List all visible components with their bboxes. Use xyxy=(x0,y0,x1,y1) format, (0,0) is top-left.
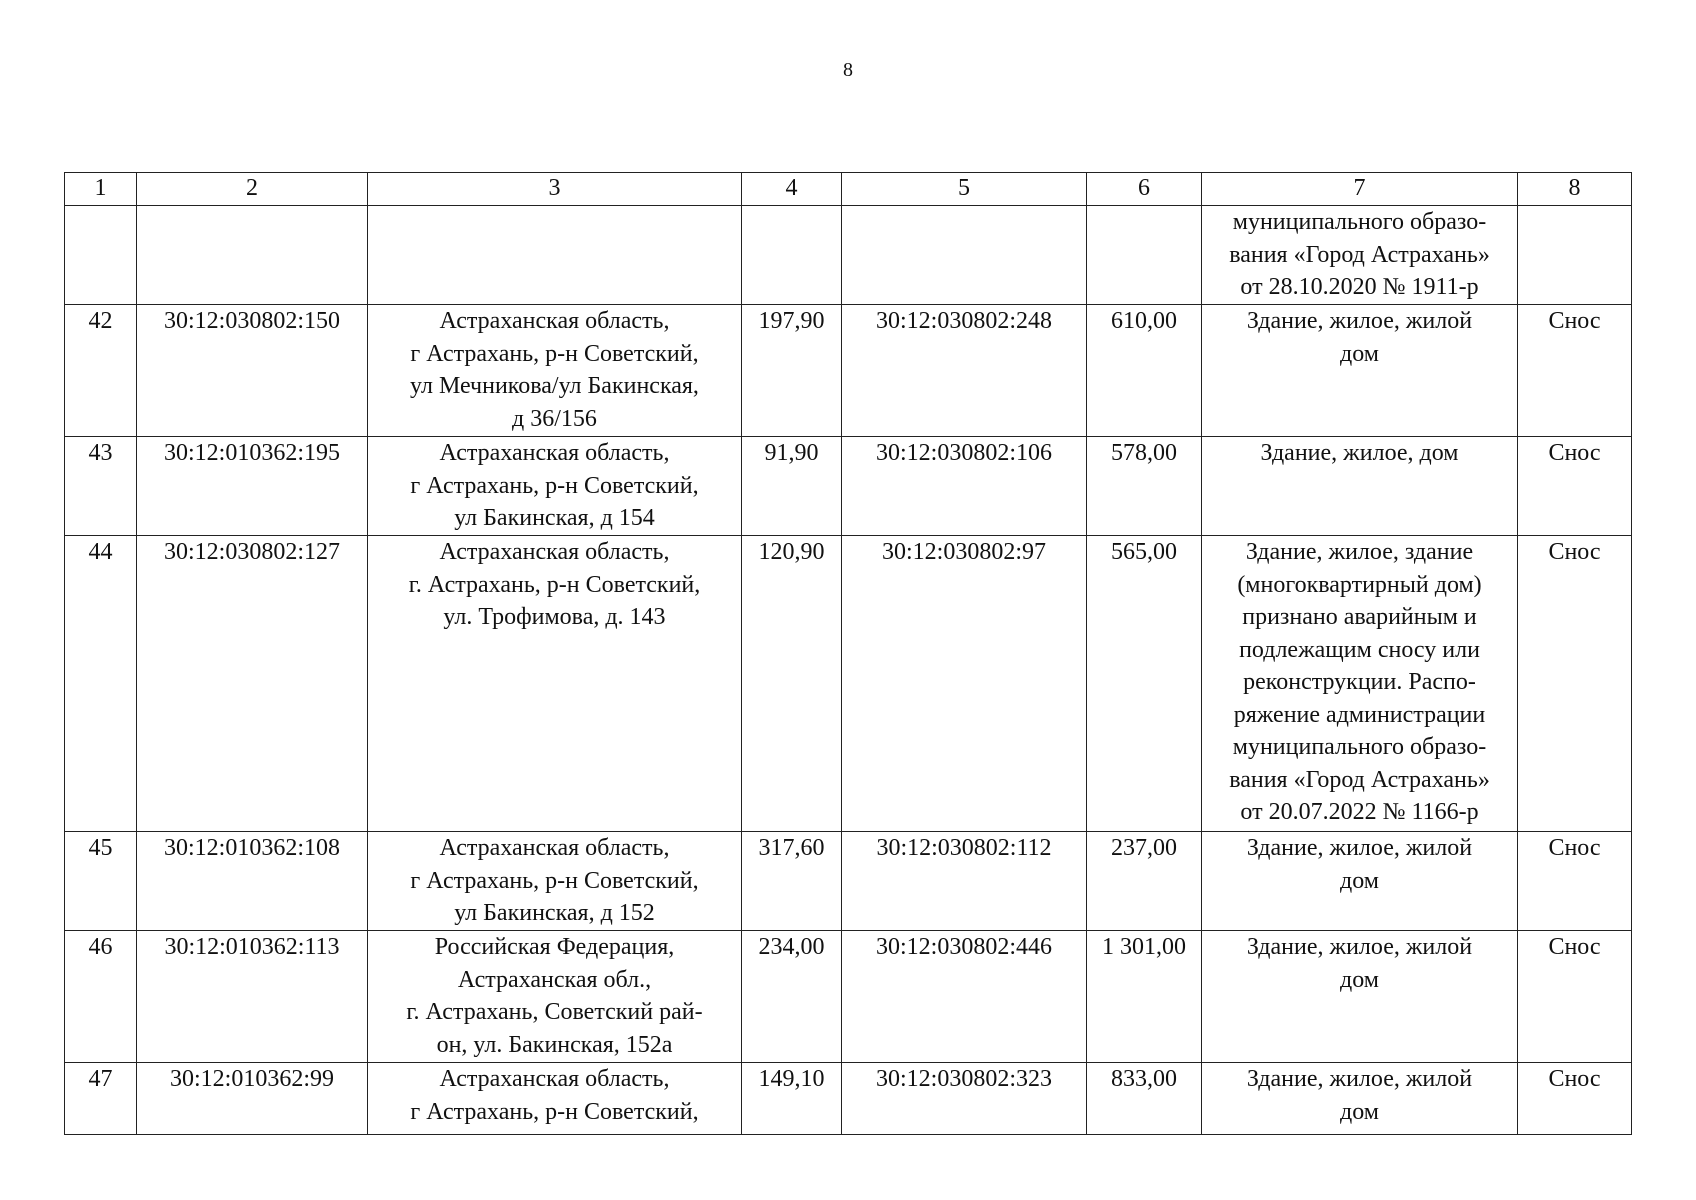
cell-land-cadastral-number: 30:12:030802:97 xyxy=(842,536,1087,832)
cell-land-cadastral-number: 30:12:030802:323 xyxy=(842,1063,1087,1135)
header-cell-5: 5 xyxy=(842,173,1087,206)
cell-description-line: вания «Город Астрахань» xyxy=(1229,766,1490,793)
page-number: 8 xyxy=(843,59,853,81)
cell-action: Снос xyxy=(1518,437,1632,536)
cell-land-area xyxy=(1087,206,1202,305)
table-row xyxy=(65,931,1632,1063)
table-row xyxy=(65,305,1632,437)
cell-land-area: 578,00 xyxy=(1087,437,1202,536)
cell-description-line: дом xyxy=(1340,340,1379,367)
cell-description xyxy=(1202,1063,1518,1135)
header-cell-2: 2 xyxy=(137,173,368,206)
cell-description xyxy=(1202,437,1518,536)
cell-description-line: Здание, жилое, дом xyxy=(1260,440,1459,466)
cell-area: 120,90 xyxy=(742,536,842,832)
cell-cadastral-number: 30:12:010362:108 xyxy=(137,832,368,931)
cell-address xyxy=(368,832,742,931)
cell-address xyxy=(368,305,742,437)
header-row xyxy=(65,173,1632,206)
cell-number: 46 xyxy=(65,931,137,1063)
cell-description-line: ряжение администрации xyxy=(1233,701,1486,728)
cell-address-line: он, ул. Бакинская, 152а xyxy=(436,1031,673,1058)
header-cell-1: 1 xyxy=(65,173,137,206)
table-row xyxy=(65,206,1632,305)
table-row xyxy=(65,832,1632,931)
cell-description-line: дом xyxy=(1340,1098,1379,1125)
cell-number: 45 xyxy=(65,832,137,931)
cell-description xyxy=(1202,305,1518,437)
cell-action: Снос xyxy=(1518,832,1632,931)
cell-description-line: дом xyxy=(1340,966,1379,993)
cell-land-area: 610,00 xyxy=(1087,305,1202,437)
cell-description-line: Здание, жилое, жилой xyxy=(1246,308,1473,334)
cell-land-cadastral-number: 30:12:030802:106 xyxy=(842,437,1087,536)
cell-description xyxy=(1202,536,1518,832)
cell-description xyxy=(1202,832,1518,931)
cell-area xyxy=(742,206,842,305)
cell-description-line: дом xyxy=(1340,867,1379,894)
header-cell-7: 7 xyxy=(1202,173,1518,206)
cell-address-line: Астраханская область, xyxy=(439,835,670,861)
cell-address-line: д 36/156 xyxy=(512,405,597,432)
cell-description-line: муниципального образо- xyxy=(1232,734,1487,760)
cell-cadastral-number: 30:12:010362:113 xyxy=(137,931,368,1063)
cell-description-line: Здание, жилое, жилой xyxy=(1246,1066,1473,1092)
cell-description-line: вания «Город Астрахань» xyxy=(1229,241,1490,268)
cell-number: 44 xyxy=(65,536,137,832)
cell-address xyxy=(368,536,742,832)
cell-description-line: Здание, жилое, здание xyxy=(1245,539,1474,565)
cell-address-line: Астраханская обл., xyxy=(457,966,652,993)
cell-land-cadastral-number: 30:12:030802:248 xyxy=(842,305,1087,437)
cell-action: Снос xyxy=(1518,305,1632,437)
cell-address-line: г Астрахань, р-н Советский, xyxy=(410,472,699,499)
cell-address xyxy=(368,1063,742,1135)
table-row xyxy=(65,536,1632,832)
cell-area: 317,60 xyxy=(742,832,842,931)
cell-area: 197,90 xyxy=(742,305,842,437)
cell-address-line: ул Бакинская, д 154 xyxy=(454,505,655,531)
cell-address-line: г Астрахань, р-н Советский, xyxy=(410,1098,699,1125)
cell-address xyxy=(368,437,742,536)
cell-area: 234,00 xyxy=(742,931,842,1063)
cell-address-line: Астраханская область, xyxy=(439,539,670,565)
cell-address-line: г. Астрахань, Советский рай- xyxy=(406,999,703,1025)
cell-address-line: г Астрахань, р-н Советский, xyxy=(410,867,699,894)
header-cell-6: 6 xyxy=(1087,173,1202,206)
cell-number: 47 xyxy=(65,1063,137,1135)
cell-cadastral-number xyxy=(137,206,368,305)
cell-description xyxy=(1202,206,1518,305)
cell-address-line: Астраханская область, xyxy=(439,308,670,334)
cell-address-line: ул Мечникова/ул Бакинская, xyxy=(410,373,699,399)
header-cell-4: 4 xyxy=(742,173,842,206)
header-cell-8: 8 xyxy=(1518,173,1632,206)
cell-description-line: (многоквартирный дом) xyxy=(1237,571,1482,598)
cell-description-line: муниципального образо- xyxy=(1232,209,1487,235)
cell-action: Снос xyxy=(1518,1063,1632,1135)
cell-land-cadastral-number: 30:12:030802:112 xyxy=(842,832,1087,931)
cell-address-line: Астраханская область, xyxy=(439,1066,670,1092)
cell-address-line: ул Бакинская, д 152 xyxy=(454,900,655,926)
cell-cadastral-number: 30:12:030802:127 xyxy=(137,536,368,832)
cell-land-area: 1 301,00 xyxy=(1087,931,1202,1063)
cell-address xyxy=(368,931,742,1063)
cell-land-area: 833,00 xyxy=(1087,1063,1202,1135)
cell-description-line: от 28.10.2020 № 1911-р xyxy=(1240,274,1479,300)
cell-description-line: Здание, жилое, жилой xyxy=(1246,835,1473,861)
cell-land-cadastral-number xyxy=(842,206,1087,305)
cell-address-line: г Астрахань, р-н Советский, xyxy=(410,340,699,367)
cell-cadastral-number: 30:12:030802:150 xyxy=(137,305,368,437)
cell-land-area: 237,00 xyxy=(1087,832,1202,931)
cell-area: 149,10 xyxy=(742,1063,842,1135)
cell-description-line: Здание, жилое, жилой xyxy=(1246,934,1473,960)
cell-address-line: ул. Трофимова, д. 143 xyxy=(443,604,666,630)
cell-address xyxy=(368,206,742,305)
cell-description-line: реконструкции. Распо- xyxy=(1243,669,1476,695)
cell-number: 43 xyxy=(65,437,137,536)
cell-action xyxy=(1518,206,1632,305)
cell-cadastral-number: 30:12:010362:195 xyxy=(137,437,368,536)
cell-description-line: подлежащим сносу или xyxy=(1239,636,1480,663)
cell-cadastral-number: 30:12:010362:99 xyxy=(137,1063,368,1135)
cell-number xyxy=(65,206,137,305)
cell-action: Снос xyxy=(1518,536,1632,832)
cell-land-area: 565,00 xyxy=(1087,536,1202,832)
cell-description-line: признано аварийным и xyxy=(1242,604,1477,630)
cell-land-cadastral-number: 30:12:030802:446 xyxy=(842,931,1087,1063)
property-table xyxy=(64,172,1632,1135)
table-body xyxy=(65,206,1632,1135)
cell-number: 42 xyxy=(65,305,137,437)
cell-address-line: Астраханская область, xyxy=(439,440,670,466)
header-cell-3: 3 xyxy=(368,173,742,206)
cell-description-line: от 20.07.2022 № 1166-р xyxy=(1240,799,1479,825)
cell-address-line: Российская Федерация, xyxy=(434,934,675,960)
cell-address-line: г. Астрахань, р-н Советский, xyxy=(408,571,701,598)
cell-area: 91,90 xyxy=(742,437,842,536)
table-row xyxy=(65,1063,1632,1135)
cell-action: Снос xyxy=(1518,931,1632,1063)
table-row xyxy=(65,437,1632,536)
cell-description xyxy=(1202,931,1518,1063)
